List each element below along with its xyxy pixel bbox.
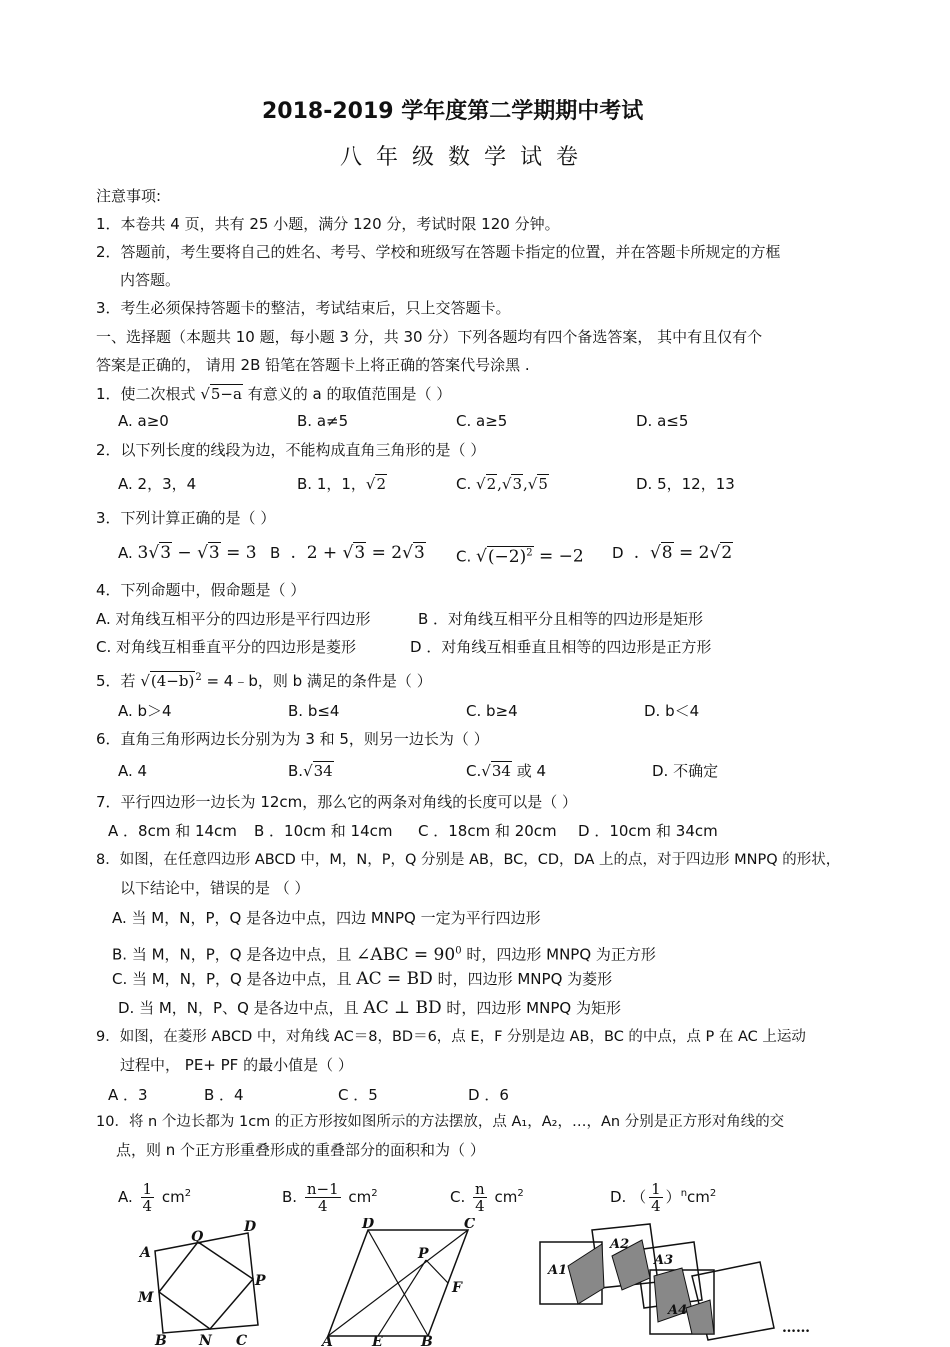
option-c: C. $√(-2)^2 = -2$ [456, 546, 584, 567]
option-d: D. 5，12，13 [636, 475, 735, 493]
question-10-stem: 10．将 n 个边长都为 1cm 的正方形按如图所示的方法摆放，点 A₁，A₂，…，An 分别是正方形对角线的交 [96, 1114, 785, 1130]
option-d: D. 当 M，N，P、Q 是各边中点，且 AC ⊥ BD 时，四边形 MNPQ 为矩形 [118, 998, 621, 1018]
label-p: P [418, 1246, 429, 1262]
question-6-stem: 6．直角三角形两边长分别为为 3 和 5，则另一边长为（ ） [96, 730, 489, 748]
section-intro: 一、选择题（本题共 10 题，每小题 3 分，共 30 分）下列各题均有四个备选答案， 其中有且仅有个 [96, 328, 763, 346]
label-c: C [236, 1333, 248, 1347]
option-a: A ．8cm 和 14cm [108, 822, 237, 840]
question-4-stem: 4．下列命题中，假命题是（ ） [96, 581, 306, 599]
question-7-stem: 7．平行四边形一边长为 12cm，那么它的两条对角线的长度可以是（ ） [96, 793, 578, 811]
option-c: C.√34 或 4 [466, 762, 546, 780]
question-9-stem: 过程中， PE+ PF 的最小值是（ ） [120, 1056, 353, 1074]
option-b: B . 2 + √3 = 2√3 [270, 543, 425, 563]
label-b: B [421, 1334, 433, 1347]
question-2-stem: 2．以下列长度的线段为边，不能构成直角三角形的是（ ） [96, 441, 486, 459]
exam-subtitle: 八年级数学试卷 [340, 145, 593, 170]
label-f: F [452, 1280, 462, 1296]
question-8-stem: 以下结论中，错误的是 （ ） [120, 879, 310, 897]
option-b: B.√34 [288, 762, 333, 780]
option-b: B. 1，1，√2 [297, 475, 387, 493]
figure-quadrilateral [130, 1215, 280, 1347]
label-d: D [244, 1219, 257, 1235]
radicand: 5−a [210, 385, 242, 403]
option-d: D ．6 [468, 1086, 509, 1104]
option-d: D. （ $\frac{1}{4}$ ）$^ncm^2$ [610, 1180, 717, 1215]
question-1-stem: 1．使二次根式 √5−a 有意义的 a 的取值范围是（ ） [96, 385, 452, 403]
option-a: A. 当 M，N，P，Q 是各边中点，四边 MNPQ 一定为平行四边形 [112, 909, 541, 927]
option-c: C. a≥5 [456, 412, 508, 430]
label-p: P [255, 1273, 266, 1289]
question-10-stem: 点，则 n 个正方形重叠形成的重叠部分的面积和为（ ） [116, 1141, 485, 1159]
option-d: D . √8 = 2√2 [612, 543, 733, 563]
option-a: A ．3 [108, 1086, 148, 1104]
option-b: B. $\frac{n-1}{4}$ $cm^2$ [282, 1180, 378, 1215]
option-c: C. 当 M，N，P，Q 是各边中点，且 AC = BD 时，四边形 MNPQ 为菱形 [112, 969, 613, 989]
option-d: D ．对角线互相垂直且相等的四边形是正方形 [410, 638, 712, 656]
question-8-stem: 8．如图，在任意四边形 ABCD 中，M，N，P，Q 分别是 AB，BC，CD，DA 上的点，对于四边形 MNPQ 的形状， [96, 852, 841, 868]
note-item: 1．本卷共 4 页，共有 25 小题，满分 120 分，考试时限 120 分钟。 [96, 215, 560, 233]
question-3-stem: 3．下列计算正确的是（ ） [96, 509, 276, 527]
note-item: 3．考生必须保持答题卡的整洁，考试结束后，只上交答题卡。 [96, 299, 511, 317]
section-intro: 答案是正确的， 请用 2B 铅笔在答题卡上将正确的答案代号涂黑 . [96, 356, 530, 374]
label-e: E [372, 1334, 383, 1347]
option-c: C ．18cm 和 20cm [418, 822, 557, 840]
option-b: B ．对角线互相平分且相等的四边形是矩形 [418, 610, 704, 628]
option-b: B. b≤4 [288, 702, 340, 720]
option-d: D. b＜4 [644, 702, 700, 720]
option-b: B ．10cm 和 14cm [254, 822, 393, 840]
option-d: D ．10cm 和 34cm [578, 822, 718, 840]
option-c: C. $\frac{n}{4}$ $cm^2$ [450, 1180, 524, 1215]
label-m: M [138, 1290, 154, 1306]
label-b: B [155, 1333, 167, 1347]
option-c: C ．5 [338, 1086, 378, 1104]
note-item: 2．答题前，考生要将自己的姓名、考号、学校和班级写在答题卡指定的位置，并在答题卡所规定的方框 [96, 243, 781, 261]
option-a: A. $\frac{1}{4}$ $cm^2$ [118, 1180, 192, 1215]
option-a: A. b＞4 [118, 702, 172, 720]
option-a: A. 2，3，4 [118, 475, 197, 493]
label-a2: A2 [610, 1237, 630, 1252]
label-d: D [362, 1218, 375, 1232]
option-c: C. b≥4 [466, 702, 518, 720]
ellipsis: …… [782, 1320, 810, 1336]
label-a4: A4 [668, 1303, 688, 1318]
note-item: 内答题。 [120, 271, 181, 289]
label-a1: A1 [548, 1263, 568, 1278]
label-a: A [322, 1334, 333, 1347]
option-c: C. 对角线互相垂直平分的四边形是菱形 [96, 638, 357, 656]
option-a: A. 3√3 − √3 = 3 [118, 543, 257, 563]
figure-overlapping-squares [532, 1210, 832, 1347]
option-b: B ．4 [204, 1086, 244, 1104]
question-5-stem: 5．若 $√(4-b)^2$ = 4﹣b，则 b 满足的条件是（ ） [96, 672, 432, 690]
option-a: A. 4 [118, 762, 148, 780]
option-a: A. 对角线互相平分的四边形是平行四边形 [96, 610, 371, 628]
option-b: B. a≠5 [297, 412, 349, 430]
label-a3: A3 [654, 1253, 674, 1268]
label-c: C [464, 1218, 476, 1232]
option-d: D. a≤5 [636, 412, 689, 430]
label-n: N [199, 1333, 212, 1347]
option-b: B. 当 M，N，P，Q 是各边中点，且 ∠ABC = $90^0$ 时，四边形 MNPQ 为正方形 [112, 944, 656, 965]
label-q: Q [191, 1229, 204, 1245]
label-a: A [140, 1245, 151, 1261]
option-d: D. 不确定 [652, 762, 719, 780]
figure-rhombus [318, 1218, 488, 1347]
notes-heading: 注意事项: [96, 187, 162, 205]
exam-title: 2018-2019 学年度第二学期期中考试 [262, 99, 644, 124]
option-c: C. √2,√3,√5 [456, 475, 548, 493]
question-9-stem: 9．如图，在菱形 ABCD 中，对角线 AC＝8，BD＝6，点 E，F 分别是边 AB，BC 的中点，点 P 在 AC 上运动 [96, 1029, 806, 1045]
option-a: A. a≥0 [118, 412, 169, 430]
